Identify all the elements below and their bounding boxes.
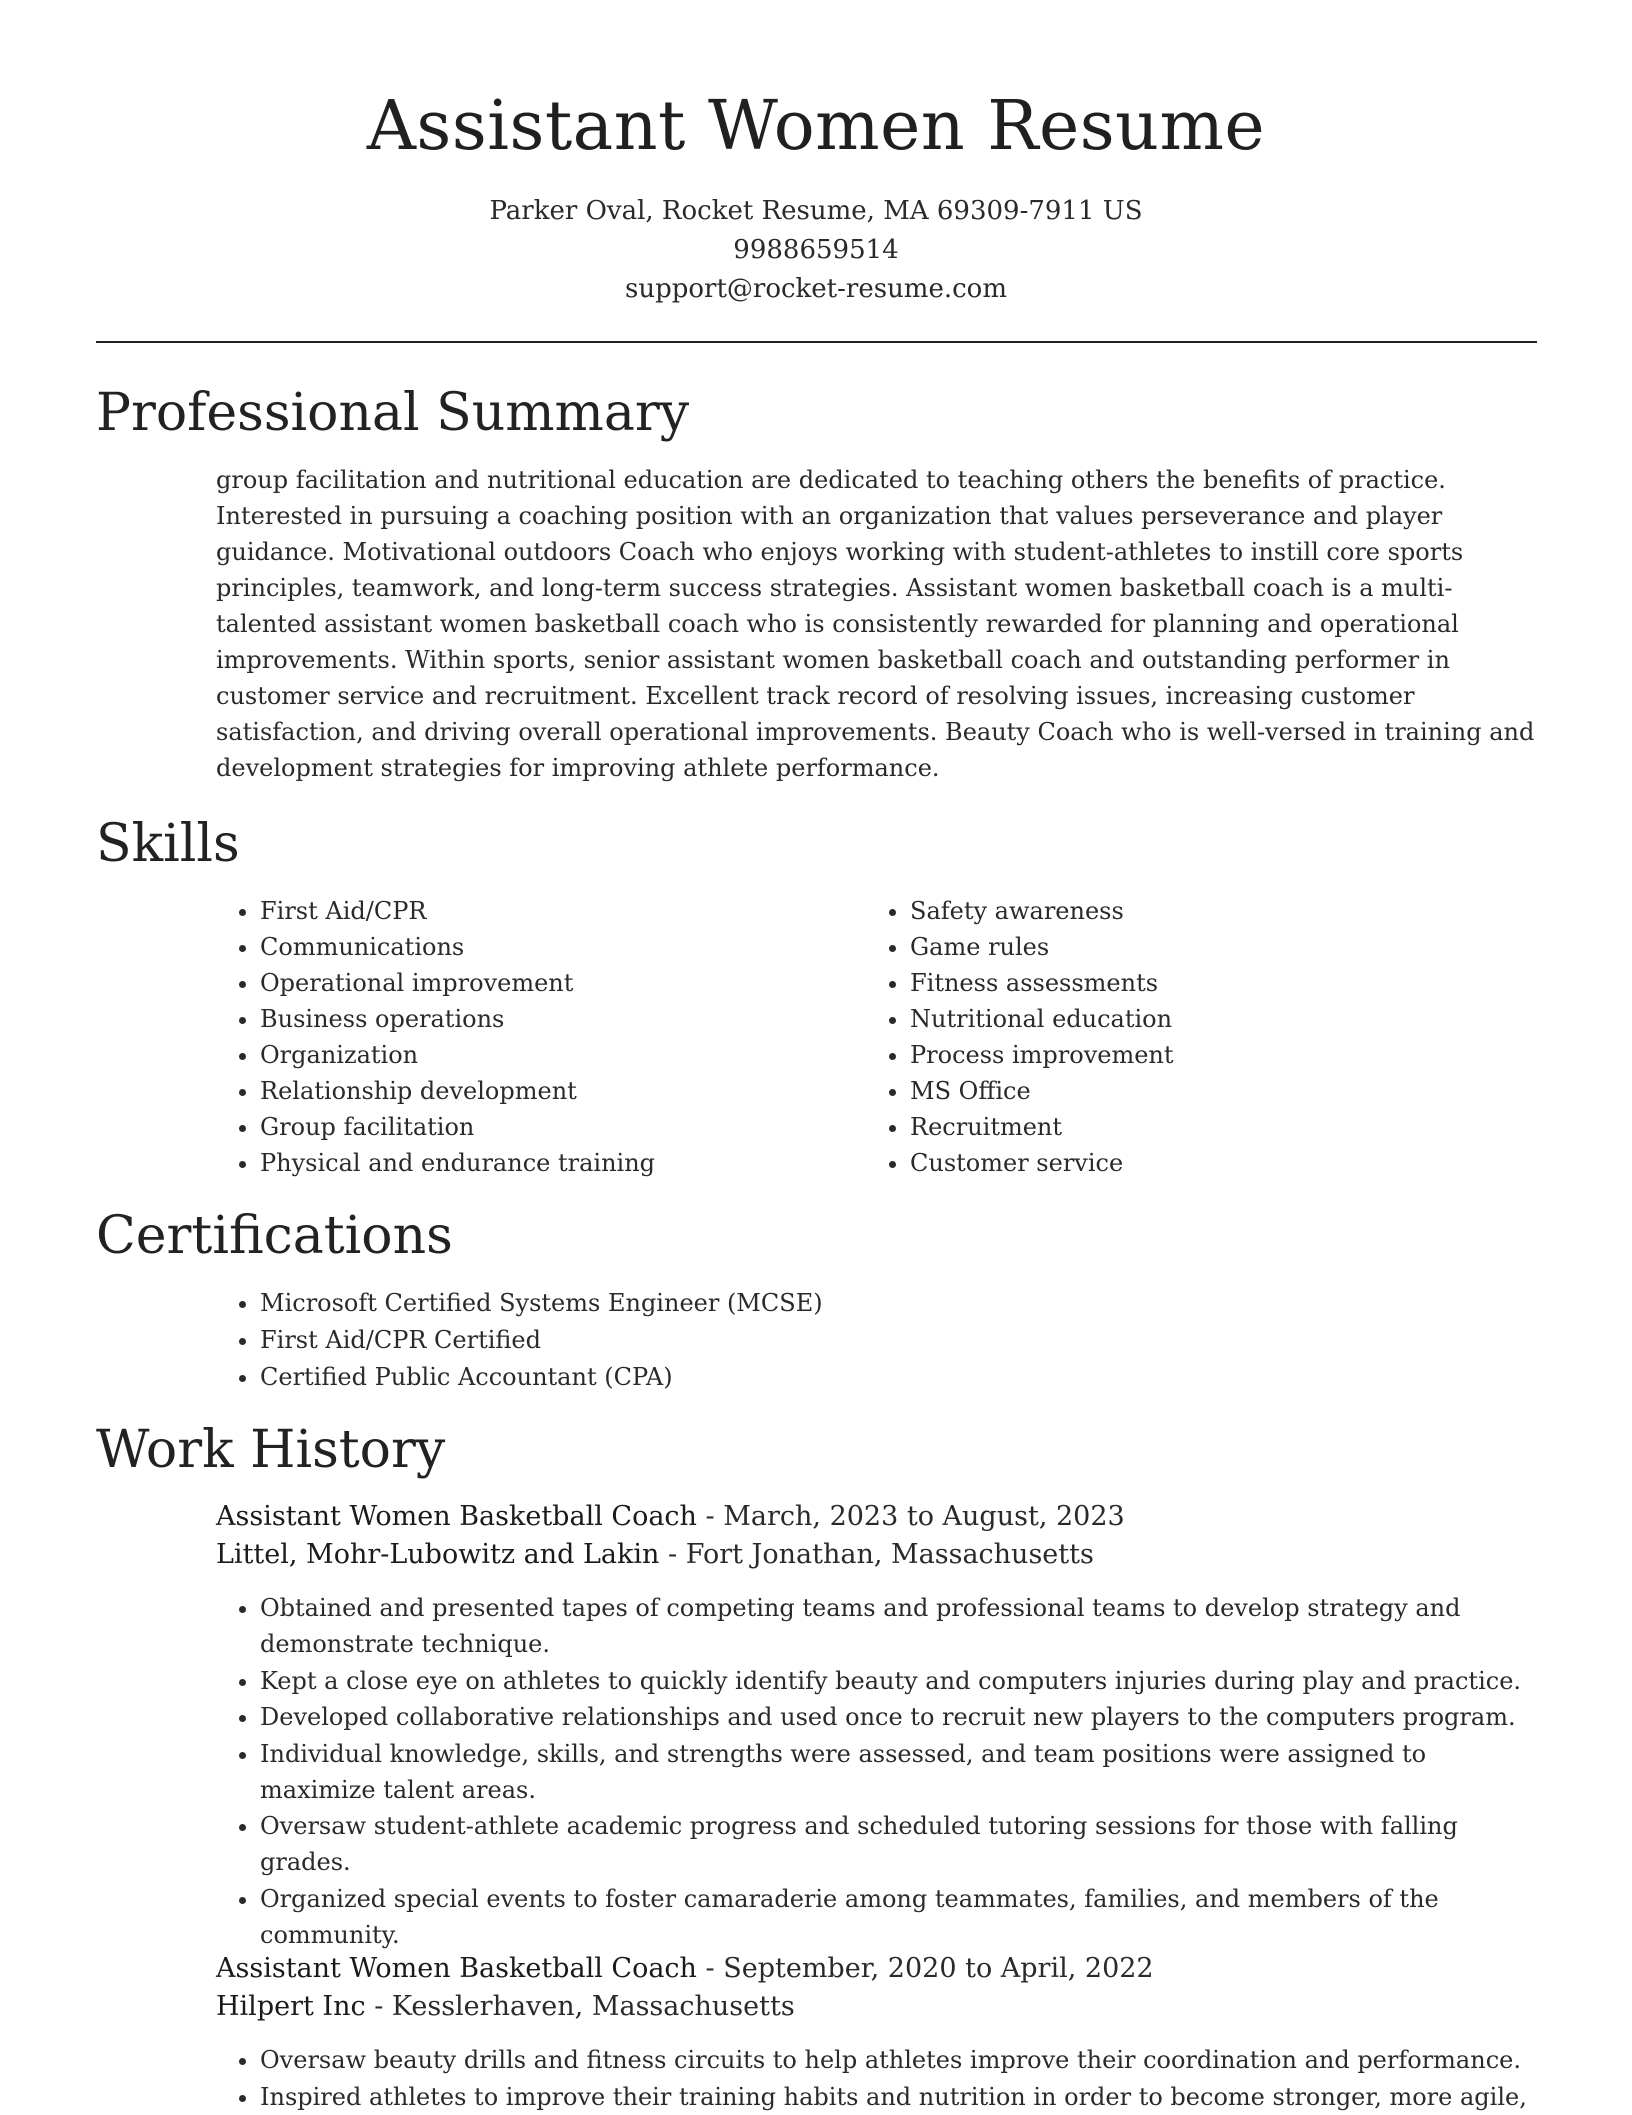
skill-item: • Operational improvement [260,965,836,1001]
skill-item: • Relationship development [260,1073,836,1109]
skill-item: • Communications [260,929,836,965]
job-role: Assistant Women Basketball Coach [216,1953,697,1984]
job-duty: • Developed collaborative relationships and used once to recruit new players to the computers program. [260,1699,1536,1735]
job-entry [216,1950,1536,2115]
certification-item: • First Aid/CPR Certified [260,1322,1536,1359]
resume-name: Assistant Women Resume [366,87,1266,166]
job-duty: • Kept a close eye on athletes to quickly identify beauty and computers injuries during play and practice. [260,1663,1536,1699]
work-history-heading: Work History [96,1420,446,1480]
skill-item: • Group facilitation [260,1109,836,1145]
job-duty: • Oversaw student-athlete academic progress and scheduled tutoring sessions for those with falling grades. [260,1808,1536,1880]
contact-address: Parker Oval, Rocket Resume, MA 69309-7911 US [489,196,1143,226]
job-duties [216,1590,1536,1953]
skill-item: • Nutritional education [910,1001,1486,1037]
skill-item: • Business operations [260,1001,836,1037]
job-role: Assistant Women Basketball Coach [216,1501,697,1532]
skill-item: • MS Office [910,1073,1486,1109]
certifications-list [216,1285,1536,1396]
job-location: - Kesslerhaven, Massachusetts [374,1991,795,2022]
job-title-line [216,1498,1536,1536]
job-company-line [216,1536,1536,1574]
job-entry [216,1498,1536,1953]
certifications-heading: Certifications [96,1206,453,1266]
skill-item: • Organization [260,1037,836,1073]
job-duty: • Organized special events to foster camaraderie among teammates, families, and members of the community. [260,1881,1536,1953]
job-company: Littel, Mohr-Lubowitz and Lakin [216,1539,660,1570]
skills-column-left [216,893,836,1181]
job-company: Hilpert Inc [216,1991,366,2022]
skill-item: • Physical and endurance training [260,1145,836,1181]
contact-info [0,192,1632,309]
skill-item: • Process improvement [910,1037,1486,1073]
job-dates: - March, 2023 to August, 2023 [705,1501,1125,1532]
job-duty: • Inspired athletes to improve their training habits and nutrition in order to become stronger, more agile, [260,2079,1536,2115]
skills-heading: Skills [96,814,240,874]
certification-item: • Microsoft Certified Systems Engineer (MCSE) [260,1285,1536,1322]
job-duty: • Oversaw beauty drills and fitness circuits to help athletes improve their coordination and performance. [260,2042,1536,2078]
job-duty: • Obtained and presented tapes of competing teams and professional teams to develop strategy and demonstrate technique. [260,1590,1536,1662]
skill-item: • First Aid/CPR [260,893,836,929]
skill-item: • Customer service [910,1145,1486,1181]
header-divider [96,341,1537,343]
job-title-line [216,1950,1536,1988]
job-company-line [216,1988,1536,2026]
skills-column-right [866,893,1486,1181]
job-duties [216,2042,1536,2115]
summary-text: group facilitation and nutritional education are dedicated to teaching others the benefits of practice. Interested in pursuing a coaching position with an organization that values perseverance and player guidance. Motivational outdoors Coach who enjoys working with student-athletes to instill core sports principles, teamwork, and long-term success strategies. Assistant women basketball coach is a multi-talented assistant women basketball coach who is consistently rewarded for planning and operational improvements. Within sports, senior assistant women basketball coach and outstanding performer in customer service and recruitment. Excellent track record of resolving issues, increasing customer satisfaction, and driving overall operational improvements. Beauty Coach who is well-versed in training and development strategies for improving athlete performance. [216,466,1535,782]
job-dates: - September, 2020 to April, 2022 [705,1953,1154,1984]
resume-header [0,0,1632,309]
skill-item: • Safety awareness [910,893,1486,929]
job-duty: • Individual knowledge, skills, and strengths were assessed, and team positions were assigned to maximize talent areas. [260,1736,1536,1808]
skill-item: • Game rules [910,929,1486,965]
job-location: - Fort Jonathan, Massachusetts [667,1539,1094,1570]
skill-item: • Fitness assessments [910,965,1486,1001]
contact-phone: 9988659514 [733,235,899,265]
skill-item: • Recruitment [910,1109,1486,1145]
summary-heading: Professional Summary [96,383,690,443]
certification-item: • Certified Public Accountant (CPA) [260,1359,1536,1396]
contact-email[interactable]: support@rocket-resume.com [624,274,1007,304]
